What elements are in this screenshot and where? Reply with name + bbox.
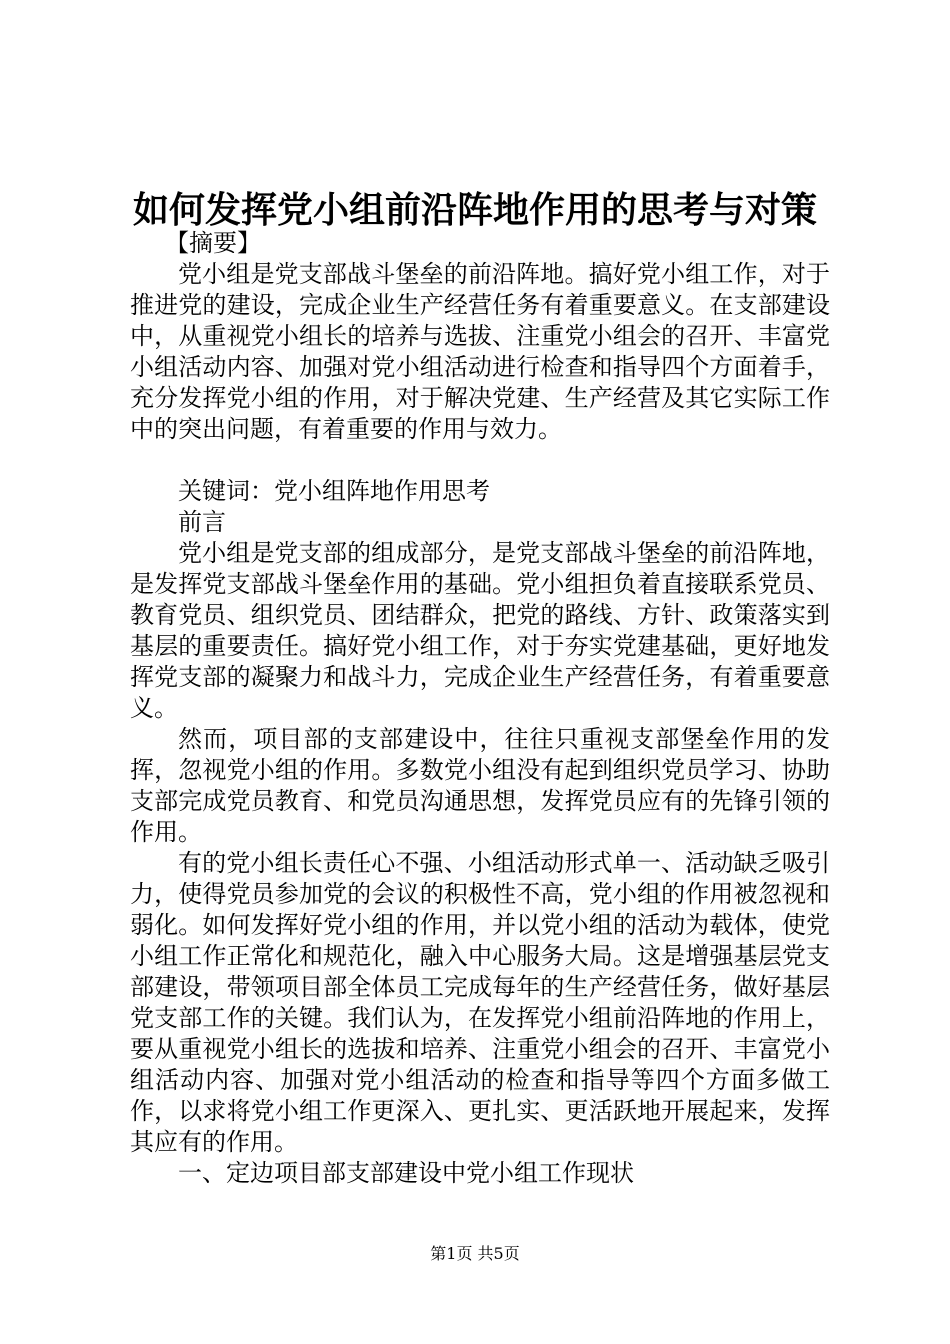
document-body [130, 228, 830, 1189]
document-title: 如何发挥党小组前沿阵地作用的思考与对策 [132, 189, 817, 231]
keywords-line: 关键词：党小组阵地作用思考 [178, 477, 490, 505]
paragraph-gap [130, 445, 830, 476]
preface-heading: 前言 [178, 508, 226, 536]
body-paragraph: 有的党小组长责任心不强、小组活动形式单一、活动缺乏吸引力，使得党员参加党的会议的积极性不高，党小组的作用被忽视和弱化。如何发挥好党小组的作用，并以党小组的活动为载体，使党小组工作正常化和规范化，融入中心服务大局。这是增强基层党支部建设，带领项目部全体员工完成每年的生产经营任务，做好基层党支部工作的关键。我们认为，在发挥党小组前沿阵地的作用上，要从重视党小组长的选拔和培养、注重党小组会的召开、丰富党小组活动内容、加强对党小组活动的检查和指导等四个方面多做工作，以求将党小组工作更深入、更扎实、更活跃地开展起来，发挥其应有的作用。 [130, 849, 830, 1156]
abstract-label: 【摘要】 [165, 229, 261, 257]
page-footer: 第1页 共5页 [430, 1244, 520, 1263]
abstract-paragraph: 党小组是党支部战斗堡垒的前沿阵地。搞好党小组工作，对于推进党的建设，完成企业生产经营任务有着重要意义。在支部建设中，从重视党小组长的培养与选拔、注重党小组会的召开、丰富党小组活动内容、加强对党小组活动进行检查和指导四个方面着手，充分发挥党小组的作用，对于解决党建、生产经营及其它实际工作中的突出问题，有着重要的作用与效力。 [130, 260, 830, 443]
body-paragraph: 然而，项目部的支部建设中，往往只重视支部堡垒作用的发挥，忽视党小组的作用。多数党小组没有起到组织党员学习、协助支部完成党员教育、和党员沟通思想，发挥党员应有的先锋引领的作用。 [130, 725, 830, 846]
section-heading: 一、定边项目部支部建设中党小组工作现状 [178, 1159, 634, 1187]
body-paragraph: 党小组是党支部的组成部分，是党支部战斗堡垒的前沿阵地，是发挥党支部战斗堡垒作用的基础。党小组担负着直接联系党员、教育党员、组织党员、团结群众，把党的路线、方针、政策落实到基层的重要责任。搞好党小组工作，对于夯实党建基础，更好地发挥党支部的凝聚力和战斗力，完成企业生产经营任务，有着重要意义。 [130, 539, 830, 722]
